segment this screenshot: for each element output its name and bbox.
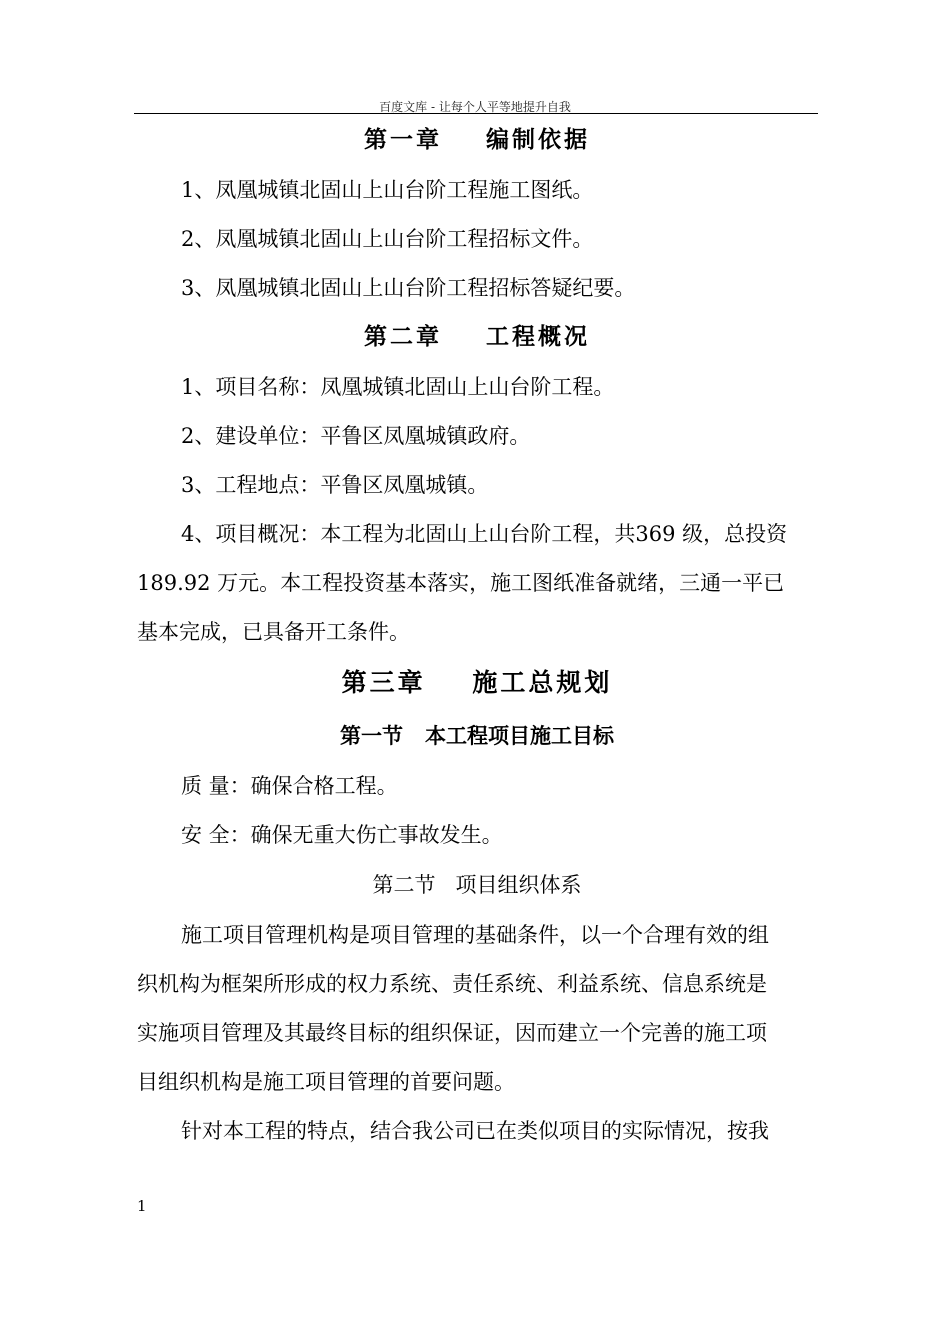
overview-line: 189.92 万元。本工程投资基本落实，施工图纸准备就绪，三通一平已 [137,571,785,595]
overview-line: 4、项目概况：本工程为北固山上山台阶工程，共369 级，总投资 [181,522,788,546]
chapter-1-title: 第一章 编制依据 [363,126,591,153]
chapter-2-item: 3、工程地点：平鲁区凤凰城镇。 [181,473,489,497]
overview-line: 基本完成，已具备开工条件。 [137,620,410,644]
chapter-3-title: 第三章 施工总规划 [341,668,613,697]
chapter-2-item: 2、建设单位：平鲁区凤凰城镇政府。 [181,424,531,448]
goal-line: 安 全：确保无重大伤亡事故发生。 [181,823,503,847]
chapter-2-title: 第二章 工程概况 [363,323,591,350]
header-rule [134,113,818,114]
chapter-1-item: 2、凤凰城镇北固山上山台阶工程招标文件。 [181,227,594,251]
page-number: 1 [137,1197,147,1215]
chapter-1-item: 3、凤凰城镇北固山上山台阶工程招标答疑纪要。 [181,276,636,300]
section-1-title: 第一节 本工程项目施工目标 [340,724,614,748]
running-header: 百度文库 - 让每个人平等地提升自我 [379,100,571,114]
section-2-title: 第二节 项目组织体系 [372,873,582,897]
paragraph-line: 织机构为框架所形成的权力系统、责任系统、利益系统、信息系统是 [137,972,767,996]
paragraph-line: 实施项目管理及其最终目标的组织保证，因而建立一个完善的施工项 [137,1021,767,1045]
goal-line: 质 量：确保合格工程。 [181,774,398,798]
chapter-2-item: 1、项目名称：凤凰城镇北固山上山台阶工程。 [181,375,615,399]
paragraph-line: 施工项目管理机构是项目管理的基础条件，以一个合理有效的组 [181,923,769,947]
chapter-1-item: 1、凤凰城镇北固山上山台阶工程施工图纸。 [181,178,594,202]
paragraph-line: 目组织机构是施工项目管理的首要问题。 [137,1070,515,1094]
paragraph-line: 针对本工程的特点，结合我公司已在类似项目的实际情况，按我 [181,1119,769,1143]
document-body [137,116,817,1156]
